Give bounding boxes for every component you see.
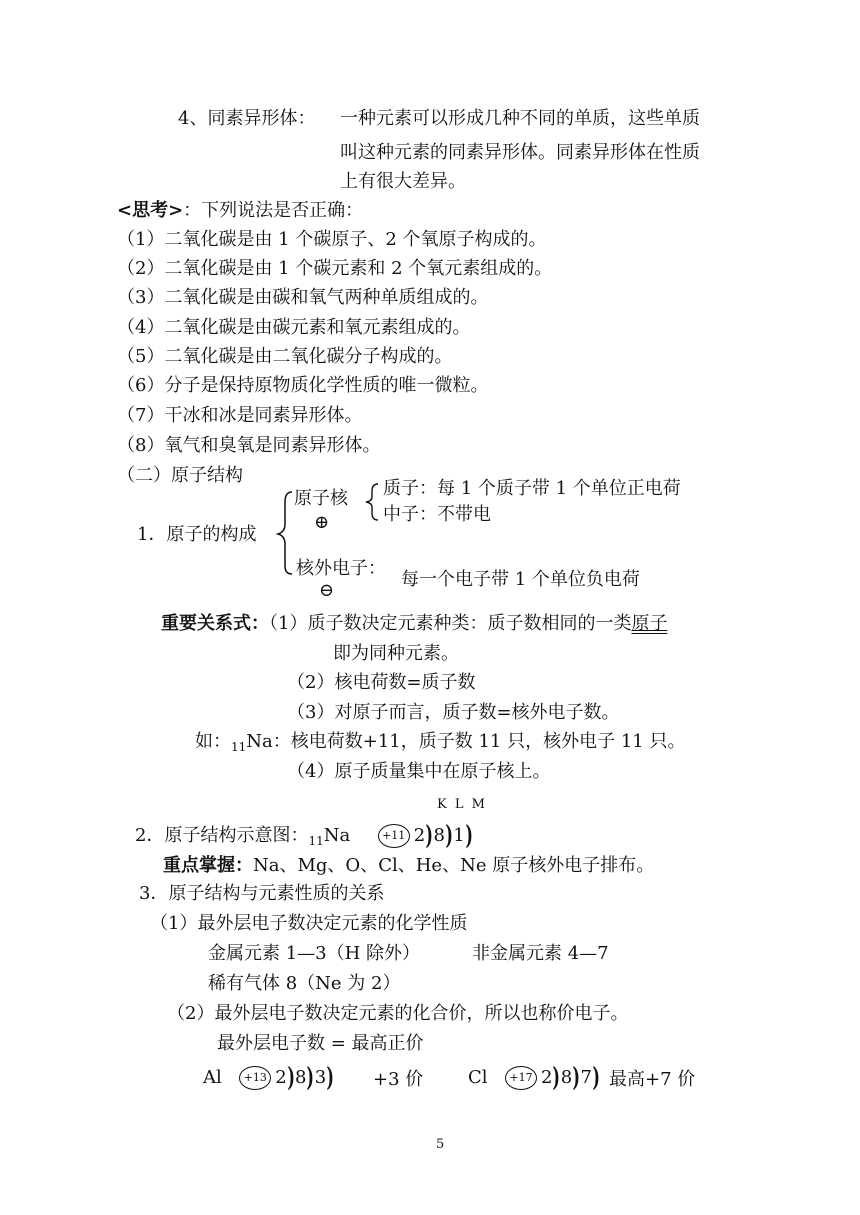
cl-shell-l: 8 xyxy=(560,1067,573,1088)
al-diagram xyxy=(203,1063,335,1093)
cl-nucleus-icon: +17 xyxy=(505,1066,537,1090)
properties-point-1: （1）最外层电子数决定元素的化学性质 xyxy=(150,913,468,934)
example-element: Na xyxy=(246,731,273,752)
electron-label: 核外电子： xyxy=(296,558,386,579)
section-atomic-structure-title: （二）原子结构 xyxy=(117,465,243,486)
neutron-desc: 中子：不带电 xyxy=(383,504,491,525)
shell-arc-icon: ) xyxy=(465,821,473,851)
page-number: 5 xyxy=(436,1137,445,1152)
al-nucleus-icon: +13 xyxy=(239,1066,271,1090)
electron-desc: 每一个电子带 1 个单位负电荷 xyxy=(401,569,640,590)
shell-arc-icon: ) xyxy=(287,1063,295,1093)
na-shell-l: 8 xyxy=(433,825,445,846)
shell-arc-icon: ) xyxy=(326,1063,335,1093)
nucleus-label: 原子核 xyxy=(294,488,348,509)
negative-charge-icon: ⊖ xyxy=(319,580,335,601)
think-item-3: （3）二氧化碳是由碳和氧气两种单质组成的。 xyxy=(117,287,489,308)
shell-arc-icon: ) xyxy=(572,1063,581,1093)
think-text: ：下列说法是否正确： xyxy=(183,200,364,221)
al-shell-m: 3 xyxy=(314,1067,327,1088)
metal-range: 金属元素 1—3（H 除外） xyxy=(208,943,421,964)
think-heading xyxy=(117,199,363,223)
properties-point-2: （2）最外层电子数决定元素的化合价，所以也称价电子。 xyxy=(167,1003,629,1024)
shell-arc-icon: ) xyxy=(425,821,433,851)
key-mastery xyxy=(163,854,654,878)
nucleus-brace xyxy=(364,480,382,522)
relation-example xyxy=(195,730,685,755)
cl-element: Cl xyxy=(468,1067,488,1088)
allotrope-def-line3: 上有很大差异。 xyxy=(340,171,466,192)
key-text: Na、Mg、O、Cl、He、Ne 原子核外电子排布。 xyxy=(253,855,655,876)
relations-line1 xyxy=(161,612,667,636)
na-nucleus-icon: +11 xyxy=(378,824,410,848)
diagram-atomic-number: 11 xyxy=(308,834,324,848)
al-shell-k: 2 xyxy=(275,1067,287,1088)
proton-desc: 质子：每 1 个质子带 1 个单位正电荷 xyxy=(383,478,681,499)
na-shell-k: 2 xyxy=(413,825,426,846)
think-item-2: （2）二氧化碳是由 1 个碳元素和 2 个氧元素组成的。 xyxy=(117,258,553,279)
think-item-4: （4）二氧化碳是由碳元素和氧元素组成的。 xyxy=(117,317,471,338)
nonmetal-range: 非金属元素 4—7 xyxy=(472,943,609,964)
example-text: ：核电荷数+11，质子数 11 只，核外电子 11 只。 xyxy=(272,731,686,752)
think-label: <思考> xyxy=(117,200,184,221)
shell-arc-icon: ) xyxy=(592,1063,600,1093)
think-item-8: （8）氧气和臭氧是同素异形体。 xyxy=(117,435,381,456)
shell-labels: K L M xyxy=(437,797,487,812)
valence-formula: 最外层电子数 = 最高正价 xyxy=(217,1033,424,1054)
noble-gas-range: 稀有气体 8（Ne 为 2） xyxy=(208,973,401,994)
relation-1-underlined: 原子 xyxy=(631,613,668,634)
properties-title: 3．原子结构与元素性质的关系 xyxy=(139,883,385,904)
cl-shell-m: 7 xyxy=(580,1067,592,1088)
think-item-5: （5）二氧化碳是由二氧化碳分子构成的。 xyxy=(117,346,453,367)
cl-shell-k: 2 xyxy=(541,1067,553,1088)
shell-arc-icon: ) xyxy=(306,1063,315,1093)
composition-label: 1．原子的构成 xyxy=(137,524,257,545)
allotrope-def-line1: 一种元素可以形成几种不同的单质，这些单质 xyxy=(340,108,700,129)
composition-brace xyxy=(276,488,296,578)
think-item-6: （6）分子是保持原物质化学性质的唯一微粒。 xyxy=(117,375,489,396)
key-label: 重点掌握： xyxy=(163,855,253,876)
na-shell-m: 1 xyxy=(453,825,465,846)
relation-3: （3）对原子而言，质子数=核外电子数。 xyxy=(287,702,620,723)
think-item-1: （1）二氧化碳是由 1 个碳原子、2 个氧原子构成的。 xyxy=(117,229,547,250)
example-atomic-number: 11 xyxy=(231,740,247,754)
al-element: Al xyxy=(203,1067,222,1088)
relation-2: （2）核电荷数=质子数 xyxy=(287,672,476,693)
relation-1: （1）质子数决定元素种类：质子数相同的一类 xyxy=(269,613,632,634)
relations-label: 重要关系式： xyxy=(161,613,269,634)
think-item-7: （7）干冰和冰是同素异形体。 xyxy=(117,405,363,426)
positive-charge-icon: ⊕ xyxy=(314,512,330,533)
cl-valence: 最高+7 价 xyxy=(609,1069,696,1090)
allotrope-def-line2: 叫这种元素的同素异形体。同素异形体在性质 xyxy=(340,142,700,163)
structure-diagram-line xyxy=(135,821,473,851)
diagram-element: Na xyxy=(323,825,351,846)
cl-diagram xyxy=(468,1063,600,1093)
relation-1-cont: 即为同种元素。 xyxy=(333,643,459,664)
al-valence: +3 价 xyxy=(373,1069,424,1090)
diagram-label: 2．原子结构示意图： xyxy=(135,825,309,846)
relation-4: （4）原子质量集中在原子核上。 xyxy=(287,761,551,782)
allotrope-title: 4、同素异形体： xyxy=(178,108,316,129)
al-shell-l: 8 xyxy=(295,1067,307,1088)
shell-arc-icon: ) xyxy=(445,821,453,851)
example-prefix: 如： xyxy=(195,731,231,752)
shell-arc-icon: ) xyxy=(552,1063,561,1093)
